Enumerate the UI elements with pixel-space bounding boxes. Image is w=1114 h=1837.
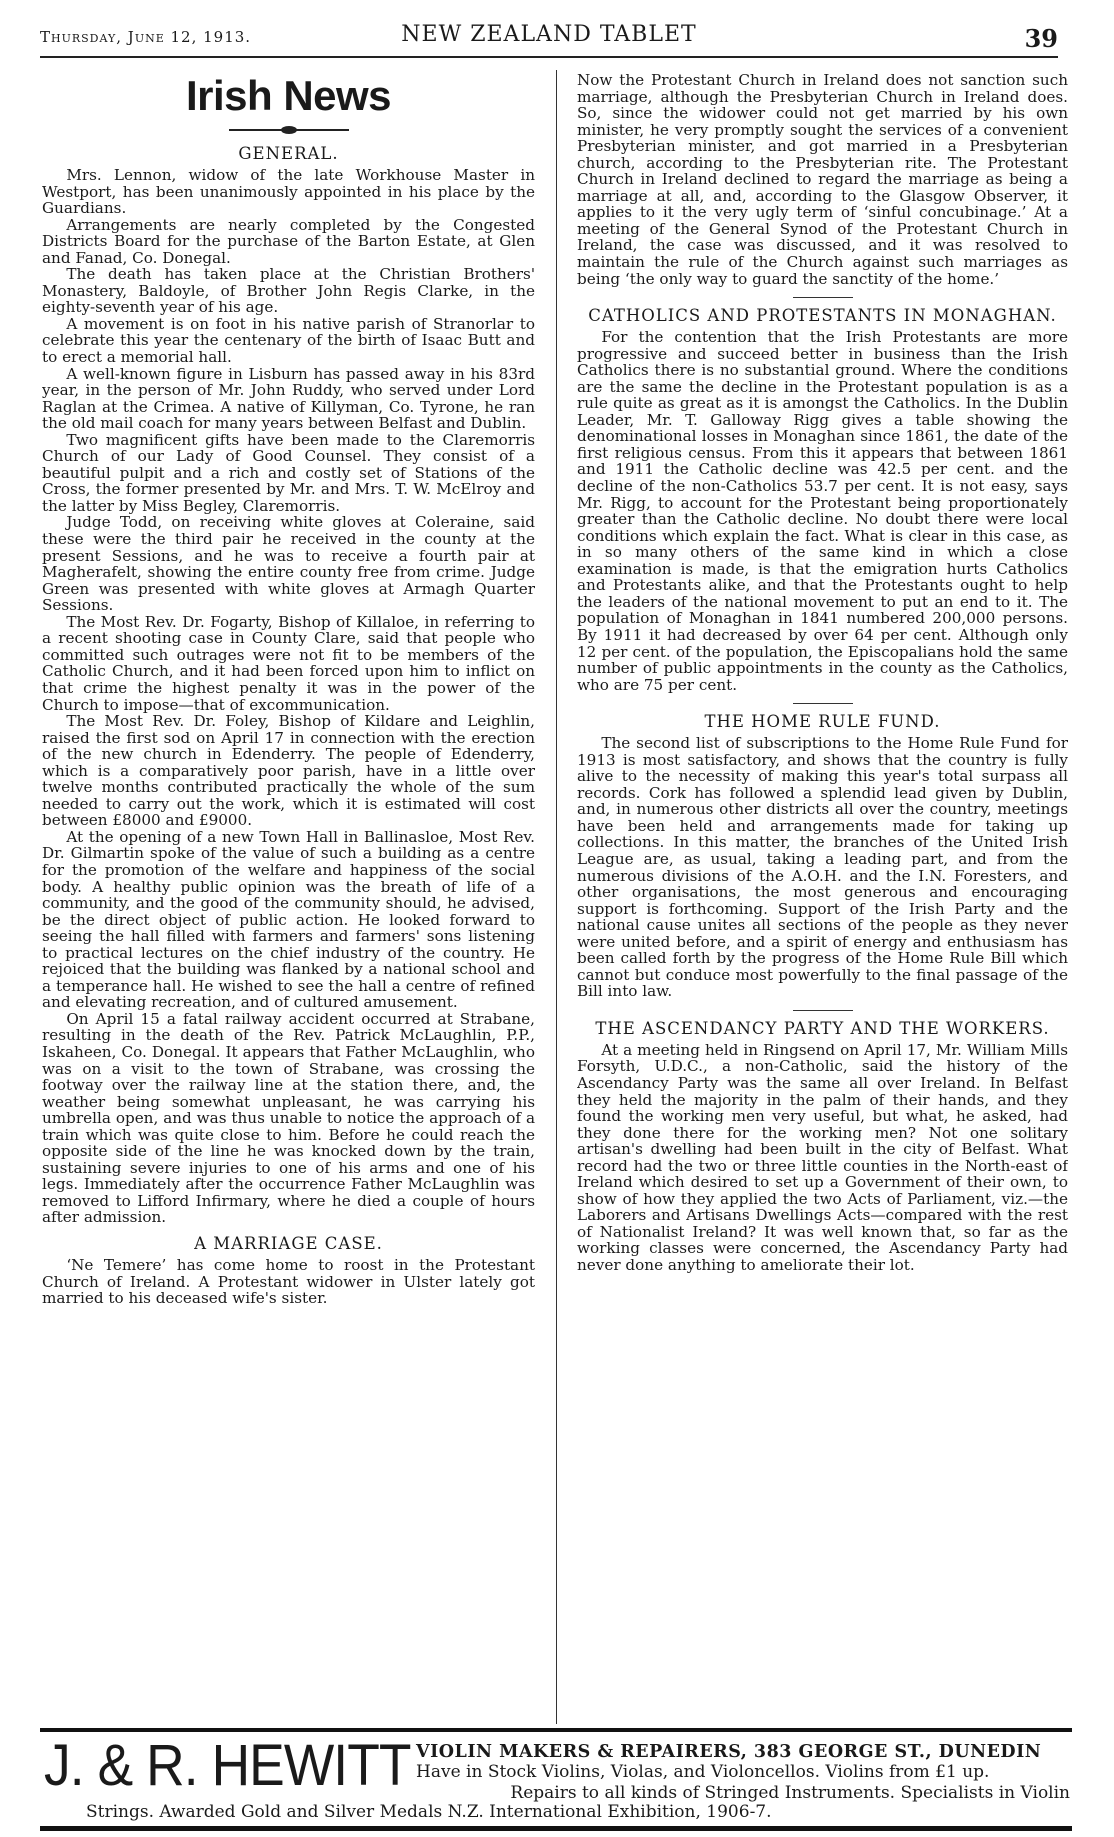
article-continuation: Now the Protestant Church in Ireland does not sanction such marriage, although the Presbyterian Church in Ireland does. So, since the widower could not get married by his own minister, he very promptly sought the services of a convenient Presbyterian minister, and got married in a Presbyterian church, according to the Presbyterian rite. The Protestant Church in Ireland declined to regard the marriage as being a marriage at all, and, according to the Glasgow Observer, it applies to it the very ugly term of ‘sinful concubinage.’ At a meeting of the General Synod of the Protestant Church in Ireland, the case was discussed, and it was resolved to maintain the rule of the Church against such marriages as being ‘the only way to guard the sanctity of the home.’ <box>577 72 1068 288</box>
article-paragraph: Two magnificent gifts have been made to the Claremorris Church of our Lady of Good Counsel. They consist of a beautiful pulpit and a rich and costly set of Stations of the Cross, the former presented by Mr. and Mrs. T. W. McElroy and the latter by Miss Begley, Claremorris. <box>42 430 535 515</box>
header-rule <box>40 56 1058 58</box>
article-paragraph: A well-known figure in Lisburn has passed away in his 83rd year, in the person of Mr. John Ruddy, who served under Lord Raglan at the Crimea. A native of Killyman, Co. Tyrone, he ran the old mail coach for many years between Belfast and Dublin. <box>42 364 535 433</box>
section-rule <box>793 297 853 298</box>
publication-title: NEW ZEALAND TABLET <box>401 22 697 47</box>
article-paragraph: The death has taken place at the Christian Brothers' Monastery, Baldoyle, of Brother John Regis Clarke, in the eighty-seventh year of his age. <box>42 265 535 317</box>
article-paragraph: On April 15 a fatal railway accident occurred at Strabane, resulting in the death of the Rev. Patrick McLaughlin, P.P., Iskaheen, Co. Donegal. It appears that Father McLaughlin, who was on a visit to the town of Strabane, was crossing the footway over the railway line at the station there, and, the weather being somewhat unpleasant, he was carrying his umbrella open, and was thus unable to notice the approach of a train which was quite close to him. Before he could reach the opposite side of the line he was knocked down by the train, sustaining severe injuries to one of his arms and one of his legs. Immediately after the occurrence Father McLaughlin was removed to Lifford Infirmary, where he died a couple of hours after admission. <box>42 1009 535 1227</box>
issue-date: Thursday, June 12, 1913. <box>40 28 252 46</box>
right-column <box>577 72 1068 1724</box>
page-number: 39 <box>1024 24 1058 53</box>
section-heading-ascendancy: THE ASCENDANCY PARTY AND THE WORKERS. <box>595 1018 1050 1038</box>
advert-line: VIOLIN MAKERS & REPAIRERS, 383 GEORGE ST., DUNEDIN <box>416 1742 1042 1762</box>
article-paragraph: The second list of subscriptions to the Home Rule Fund for 1913 is most satisfactory, and shows that the country is fully alive to the necessity of making this year's total surpass all records. Cork has followed a splendid lead given by Dublin, and, in numerous other districts all over the country, meetings have been held and arrangements made for taking up collections. In this matter, the branches of the United Irish League are, as usual, taking a leading part, and from the numerous divisions of the A.O.H. and the I.N. Foresters, and other organisations, the most generous and encouraging support is forthcoming. Support of the Irish Party and the national cause unites all sections of the people as they never were united before, and a spirit of energy and enthusiasm has been called forth by the progress of the Home Rule Bill which cannot but conduce most powerfully to the final passage of the Bill into law. <box>577 734 1068 1001</box>
advert-bottom-rule <box>40 1826 1072 1831</box>
section-heading-monaghan: CATHOLICS AND PROTESTANTS IN MONAGHAN. <box>588 306 1057 326</box>
advert-top-rule <box>40 1728 1072 1732</box>
section-rule <box>793 1010 853 1011</box>
advertisement <box>40 1733 1072 1824</box>
article-paragraph: A movement is on foot in his native parish of Stranorlar to celebrate this year the centenary of the birth of Isaac Butt and to erect a memorial hall. <box>42 314 535 367</box>
section-heading-home-rule: THE HOME RULE FUND. <box>704 712 941 732</box>
section-heading-marriage: A MARRIAGE CASE. <box>194 1234 383 1253</box>
advert-line: Strings. Awarded Gold and Silver Medals N.Z. International Exhibition, 1906-7. <box>86 1802 772 1822</box>
section-rule <box>793 703 853 704</box>
article-paragraph: Mrs. Lennon, widow of the late Workhouse Master in Westport, has been unanimously appointed in his place by the Guardians. <box>42 166 535 218</box>
page-title: Irish News <box>185 72 392 119</box>
article-paragraph: Arrangements are nearly completed by the Congested Districts Board for the purchase of the Barton Estate, at Glen and Fanad, Co. Donegal. <box>42 215 535 267</box>
article-paragraph: The Most Rev. Dr. Foley, Bishop of Kildare and Leighlin, raised the first sod on April 17 in connection with the erection of the new church in Edenderry. The people of Edenderry, which is a comparatively poor parish, have in a little over twelve months contributed practically the whole of the sum needed to carry out the work, which it is estimated will cost between £8000 and £9000. <box>42 712 535 830</box>
left-column <box>42 72 535 1724</box>
advert-line: Repairs to all kinds of Stringed Instruments. Specialists in Violin <box>510 1783 1070 1803</box>
article-paragraph: ‘Ne Temere’ has come home to roost in the Protestant Church of Ireland. A Protestant widower in Ulster lately got married to his deceased wife's sister. <box>42 1256 535 1308</box>
article-paragraph: At the opening of a new Town Hall in Ballinasloe, Most Rev. Dr. Gilmartin spoke of the value of such a building as a centre for the promotion of the welfare and happiness of the social body. A healthy public opinion was the breath of life of a community, and the good of the community should, he advised, be the direct object of public action. He looked forward to seeing the hall filled with farmers and farmers' sons listening to practical lectures on the chief industry of the country. He rejoiced that the building was flanked by a national school and a temperance hall. He wished to see the hall a centre of refined and elevating recreation, and of cultured amusement. <box>42 827 535 1012</box>
advert-line: Have in Stock Violins, Violas, and Violoncellos. Violins from £1 up. <box>416 1762 990 1782</box>
column-divider <box>556 70 557 1724</box>
advert-business-name: J. & R. HEWITT <box>44 1733 411 1798</box>
ornament-divider-icon <box>229 126 349 134</box>
article-paragraph: For the contention that the Irish Protestants are more progressive and succeed better in business than the Irish Catholics there is no substantial ground. Where the conditions are the same the decline in the Protestant population is as a rule quite as great as it is amongst the Catholics. In the Dublin Leader, Mr. T. Galloway Rigg gives a table showing the denominational losses in Monaghan since 1861, the date of the first religious census. From this it appears that between 1861 and 1911 the Catholic decline was 42.5 per cent. and the decline of the non-Catholics 53.7 per cent. It is not easy, says Mr. Rigg, to account for the Protestant being proportionately greater than the Catholic decline. No doubt there were local conditions which explain the fact. What is clear in this case, as in so many others of the same kind in which a close examination is made, is that the emigration hurts Catholics and Protestants alike, and that the Protestants ought to help the leaders of the national movement to put an end to it. The population of Monaghan in 1841 numbered 200,000 persons. By 1911 it had decreased by over 64 per cent. Although only 12 per cent. of the population, the Episcopalians hold the same number of public appointments in the county as the Catholics, who are 75 per cent. <box>577 328 1068 694</box>
article-paragraph: Judge Todd, on receiving white gloves at Coleraine, said these were the third pair he received in the county at the present Sessions, and he was to receive a fourth pair at Magherafelt, showing the entire county free from crime. Judge Green was presented with white gloves at Armagh Quarter Sessions. <box>42 513 535 615</box>
article-paragraph: At a meeting held in Ringsend on April 17, Mr. William Mills Forsyth, U.D.C., a non-Catholic, said the history of the Ascendancy Party was the same all over Ireland. In Belfast they held the majority in the palm of their hands, and they found the working men very useful, but what, he asked, had they done there for the working men? Not one solitary artisan's dwelling had been built in the city of Belfast. What record had the two or three little counties in the North-east of Ireland which desired to set up a Government of their own, to show of how they applied the two Acts of Parliament, viz.—the Laborers and Artisans Dwellings Acts—compared with the rest of Nationalist Ireland? It was well known that, so far as the working classes were concerned, the Ascendancy Party had never done anything to ameliorate their lot. <box>577 1040 1068 1274</box>
article-paragraph: The Most Rev. Dr. Fogarty, Bishop of Killaloe, in referring to a recent shooting case in County Clare, said that people who committed such outrages were not fit to be members of the Catholic Church, and it had been forced upon him to inflict on that crime the highest penalty it was in the power of the Church to impose—that of excommunication. <box>42 612 535 714</box>
section-heading-general: GENERAL. <box>238 144 339 163</box>
masthead <box>40 18 1058 58</box>
